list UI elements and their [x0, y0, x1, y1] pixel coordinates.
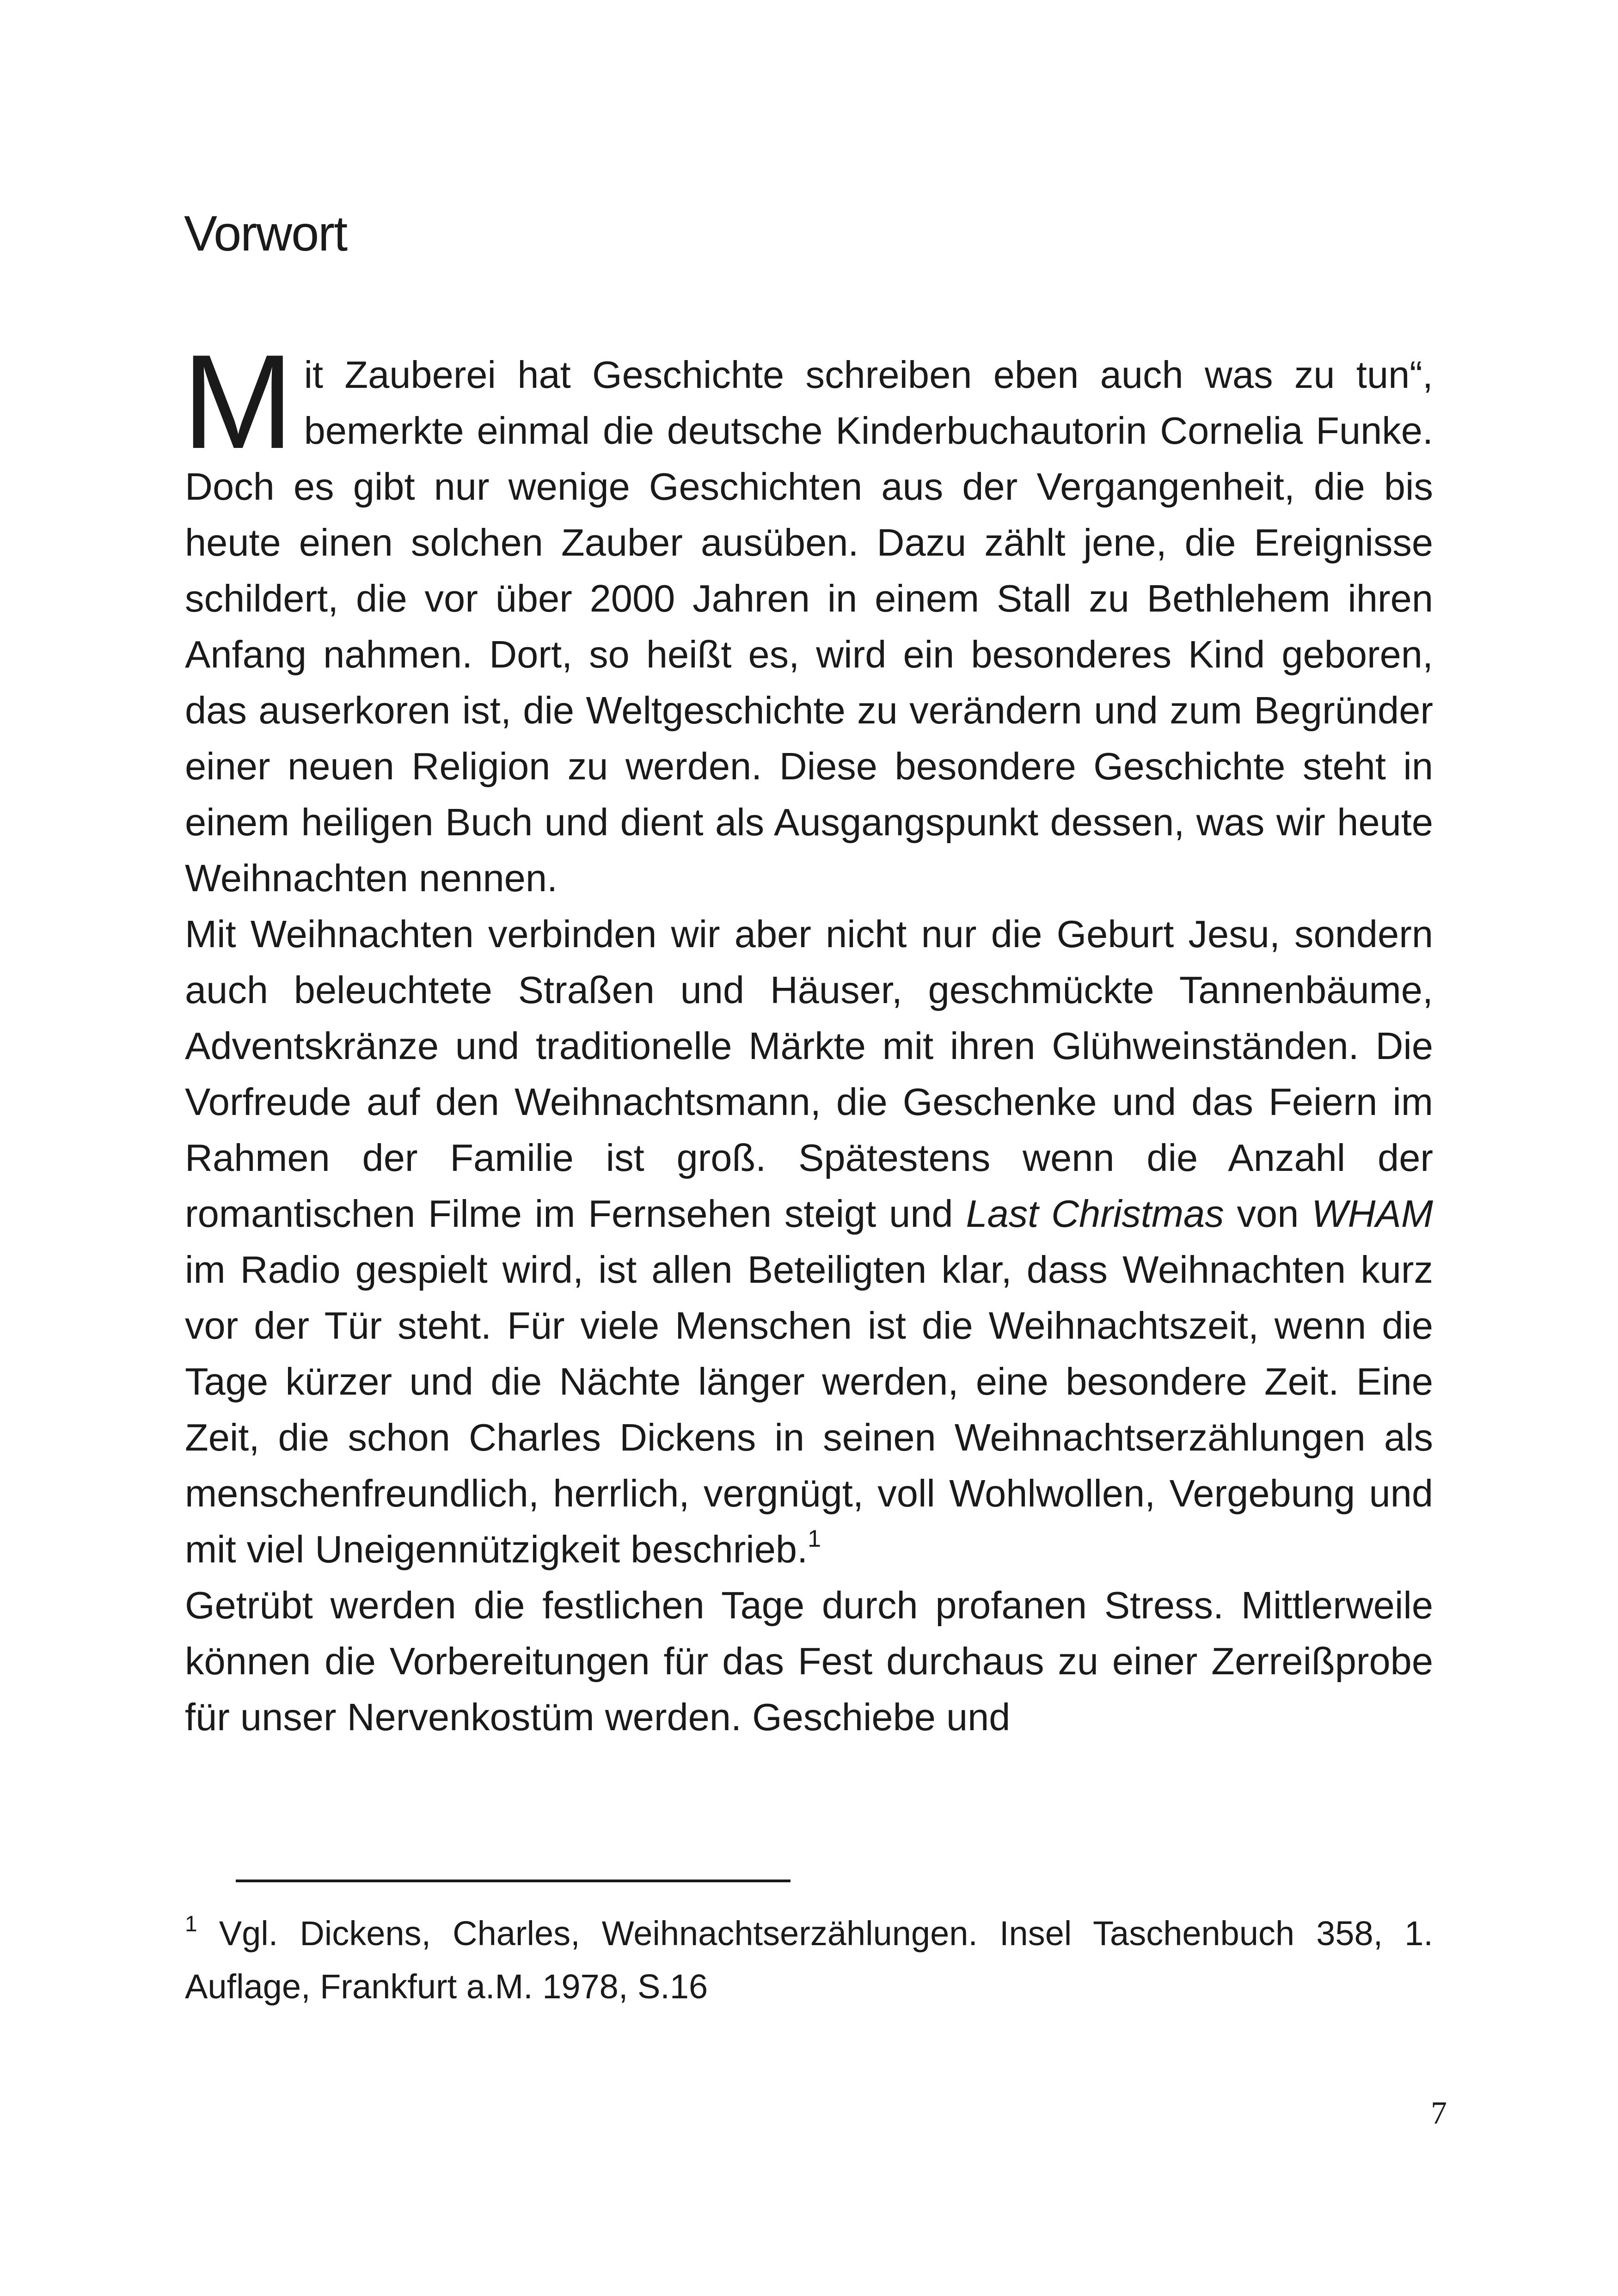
chapter-heading: Vorwort	[184, 205, 347, 261]
body-text	[182, 327, 1433, 1745]
paragraph-3-text: Getrübt werden die festlichen Tage durch profanen Stress. Mittlerweile können die Vorbereitungen für das Fest durchaus zu einer Zerreißprobe für unser Nervenkostüm werden. Geschiebe und	[185, 1584, 1433, 1739]
footnote-text: Vgl. Dickens, Charles, Weihnachtserzählungen. Insel Taschenbuch 358, 1. Auflage, Frankfurt a.M. 1978, S.16	[185, 1914, 1433, 2006]
page-number: 7	[1431, 2095, 1447, 2131]
drop-cap: M	[182, 327, 294, 477]
paragraph-3	[185, 1577, 1433, 1745]
paragraph-2-text-a: Mit Weihnachten verbinden wir aber nicht nur die Geburt Jesu, sondern auch beleuchtete Straßen und Häuser, geschmückte Tannenbäume, Adventskränze und traditionelle Märkte mit ihren Glühweinständen. Die Vorfreude auf den Weihnachtsmann, die Geschenke und das Feiern im Rahmen der Familie ist groß. Spätestens wenn die Anzahl der romantischen Filme im Fernsehen steigt und	[185, 912, 1433, 1235]
paragraph-1-text: it Zauberei hat Geschichte schreiben eben auch was zu tun“, bemerkte einmal die deutsche Kinderbuchautorin Cornelia Funke. Doch es gibt nur wenige Geschichten aus der Vergangenheit, die bis heute einen solchen Zauber ausüben. Dazu zählt jene, die Ereignisse schildert, die vor über 2000 Jahren in einem Stall zu Bethlehem ihren Anfang nahmen. Dort, so heißt es, wird ein besonderes Kind geboren, das auserkoren ist, die Weltgeschichte zu verändern und zum Begründer einer neuen Religion zu werden. Diese besondere Geschichte steht in einem heiligen Buch und dient als Ausgangspunkt dessen, was wir heute Weihnachten nennen.	[185, 353, 1433, 900]
band-name: WHAM	[1312, 1192, 1433, 1235]
footnote-divider	[236, 1880, 791, 1882]
footnote-mark: 1	[185, 1912, 197, 1936]
song-title: Last Christmas	[966, 1192, 1224, 1235]
footnote	[185, 1907, 1433, 2013]
paragraph-2-text-c: im Radio gespielt wird, ist allen Beteiligten klar, dass Weihnachten kurz vor der Tür steht. Für viele Menschen ist die Weihnachtszeit, wenn die Tage kürzer und die Nächte länger werden, eine besondere Zeit. Eine Zeit, die schon Charles Dickens in seinen Weihnachtserzählungen als menschenfreundlich, herrlich, vergnügt, voll Wohlwollen, Vergebung und mit viel Uneigennützigkeit beschrieb.	[185, 1248, 1433, 1571]
footnote-reference: 1	[808, 1525, 821, 1552]
paragraph-2-text-b: von	[1224, 1192, 1312, 1235]
paragraph-2	[185, 906, 1433, 1577]
paragraph-1	[182, 327, 1433, 906]
